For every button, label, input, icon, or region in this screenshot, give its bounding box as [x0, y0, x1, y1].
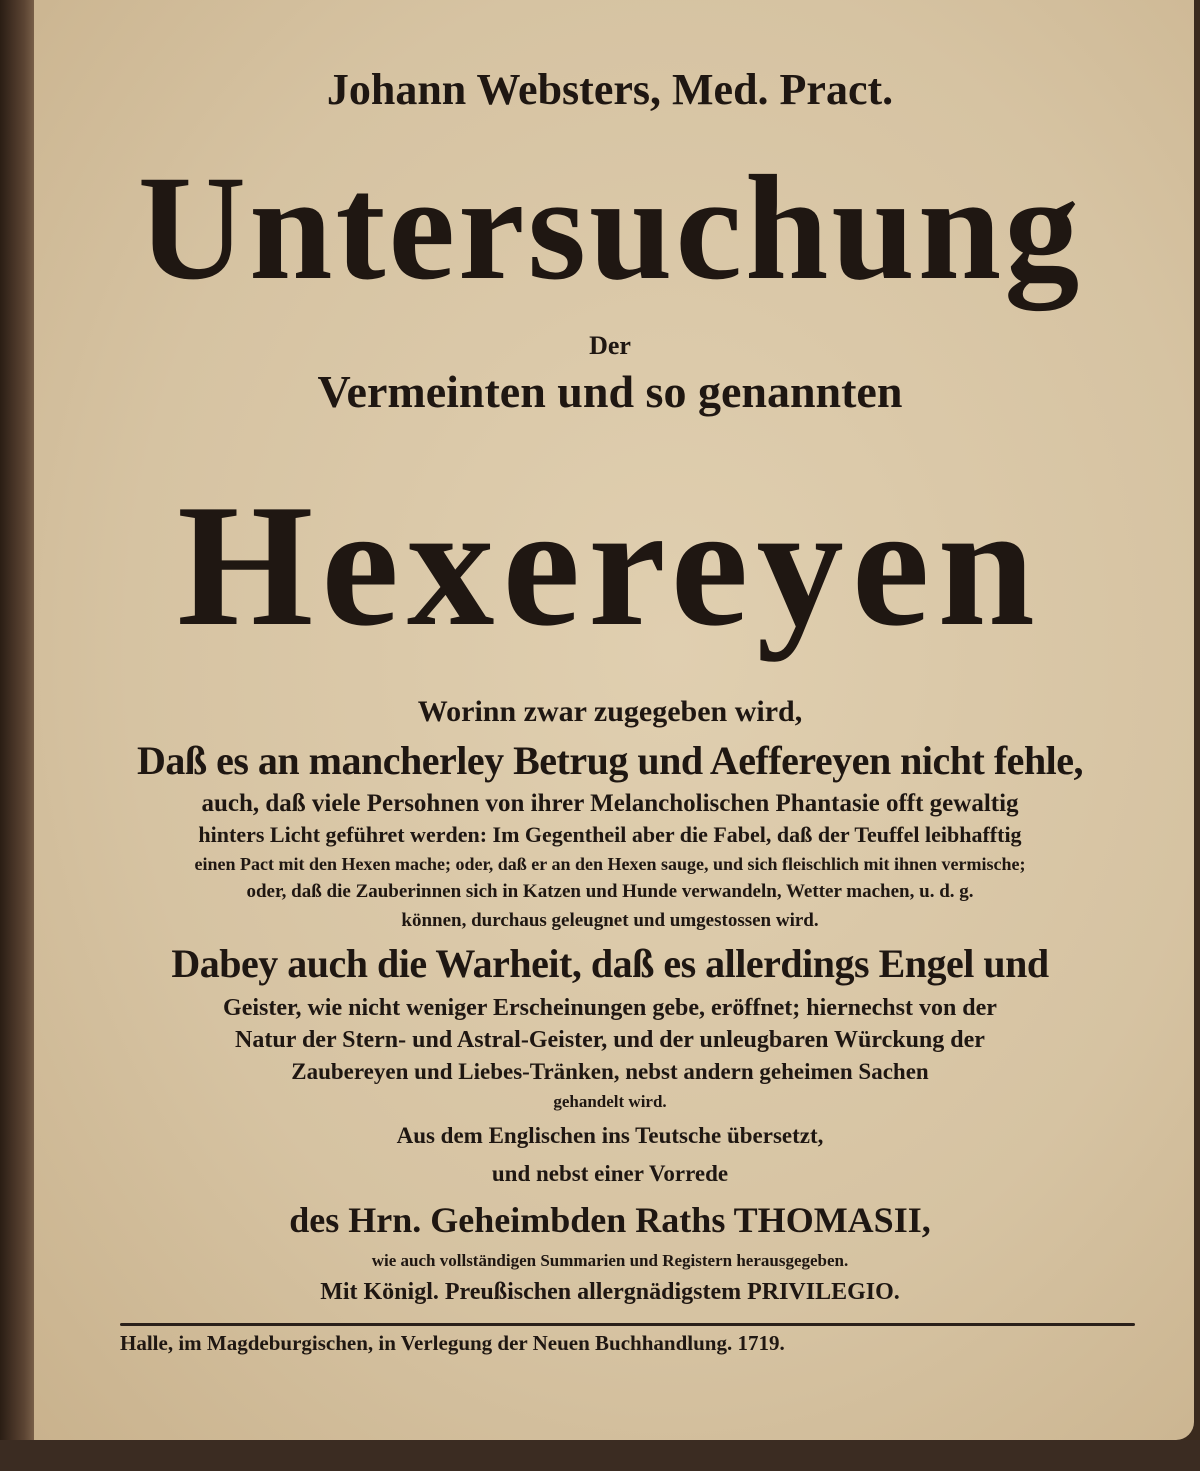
body-line: Geister, wie nicht weniger Erscheinungen gebe, eröffnet; hiernechst von der — [223, 995, 997, 1021]
body-line: Zaubereyen und Liebes-Tränken, nebst andern geheimen Sachen — [291, 1059, 929, 1084]
body-line: Daß es an mancherley Betrug und Aeffereyen nicht fehle, — [136, 738, 1084, 783]
body-line: Aus dem Englischen ins Teutsche übersetzt, — [396, 1123, 824, 1148]
body-line: und nebst einer Vorrede — [491, 1161, 729, 1186]
body-line: Natur der Stern- und Astral-Geister, und der unleugbaren Würckung der — [235, 1027, 985, 1053]
der-line: Der — [589, 331, 631, 360]
body-line: können, durchaus geleugnet und umgestossen wird. — [401, 910, 819, 931]
body-line: wie auch vollständigen Summarien und Registern herausgegeben. — [371, 1251, 849, 1270]
body-line: einen Pact mit den Hexen mache; oder, daß er an den Hexen sauge, und sich fleischlich mit ihnen vermische; — [194, 854, 1026, 874]
hexereyen-title: Hexereyen — [177, 468, 1043, 662]
body-line: hinters Licht geführet werden: Im Gegentheil aber die Fabel, daß der Teuffel leibhafftig — [198, 822, 1022, 847]
author-line: Johann Websters, Med. Pract. — [326, 65, 894, 114]
body-line: Worinn zwar zugegeben wird, — [417, 695, 803, 728]
body-line: auch, daß viele Persohnen von ihrer Melancholischen Phantasie offt gewaltig — [201, 790, 1019, 817]
subtitle-line: Vermeinten und so genannten — [317, 366, 903, 417]
body-line: gehandelt wird. — [553, 1092, 667, 1111]
body-line: oder, daß die Zauberinnen sich in Katzen und Hunde verwandeln, Wetter machen, u. d. g. — [246, 881, 974, 902]
imprint-line: Halle, im Magdeburgischen, in Verlegung der Neuen Buchhandlung. 1719. — [120, 1331, 785, 1355]
body-line: Dabey auch die Warheit, daß es allerdings Engel und — [171, 941, 1049, 986]
body-line: Mit Königl. Preußischen allergnädigstem PRIVILEGIO. — [320, 1279, 900, 1305]
title-page-text — [50, 62, 1170, 1360]
page-shadow — [0, 1440, 1200, 1471]
main-title: Untersuchung — [137, 145, 1083, 311]
body-line: des Hrn. Geheimbden Raths THOMASII, — [289, 1200, 931, 1240]
